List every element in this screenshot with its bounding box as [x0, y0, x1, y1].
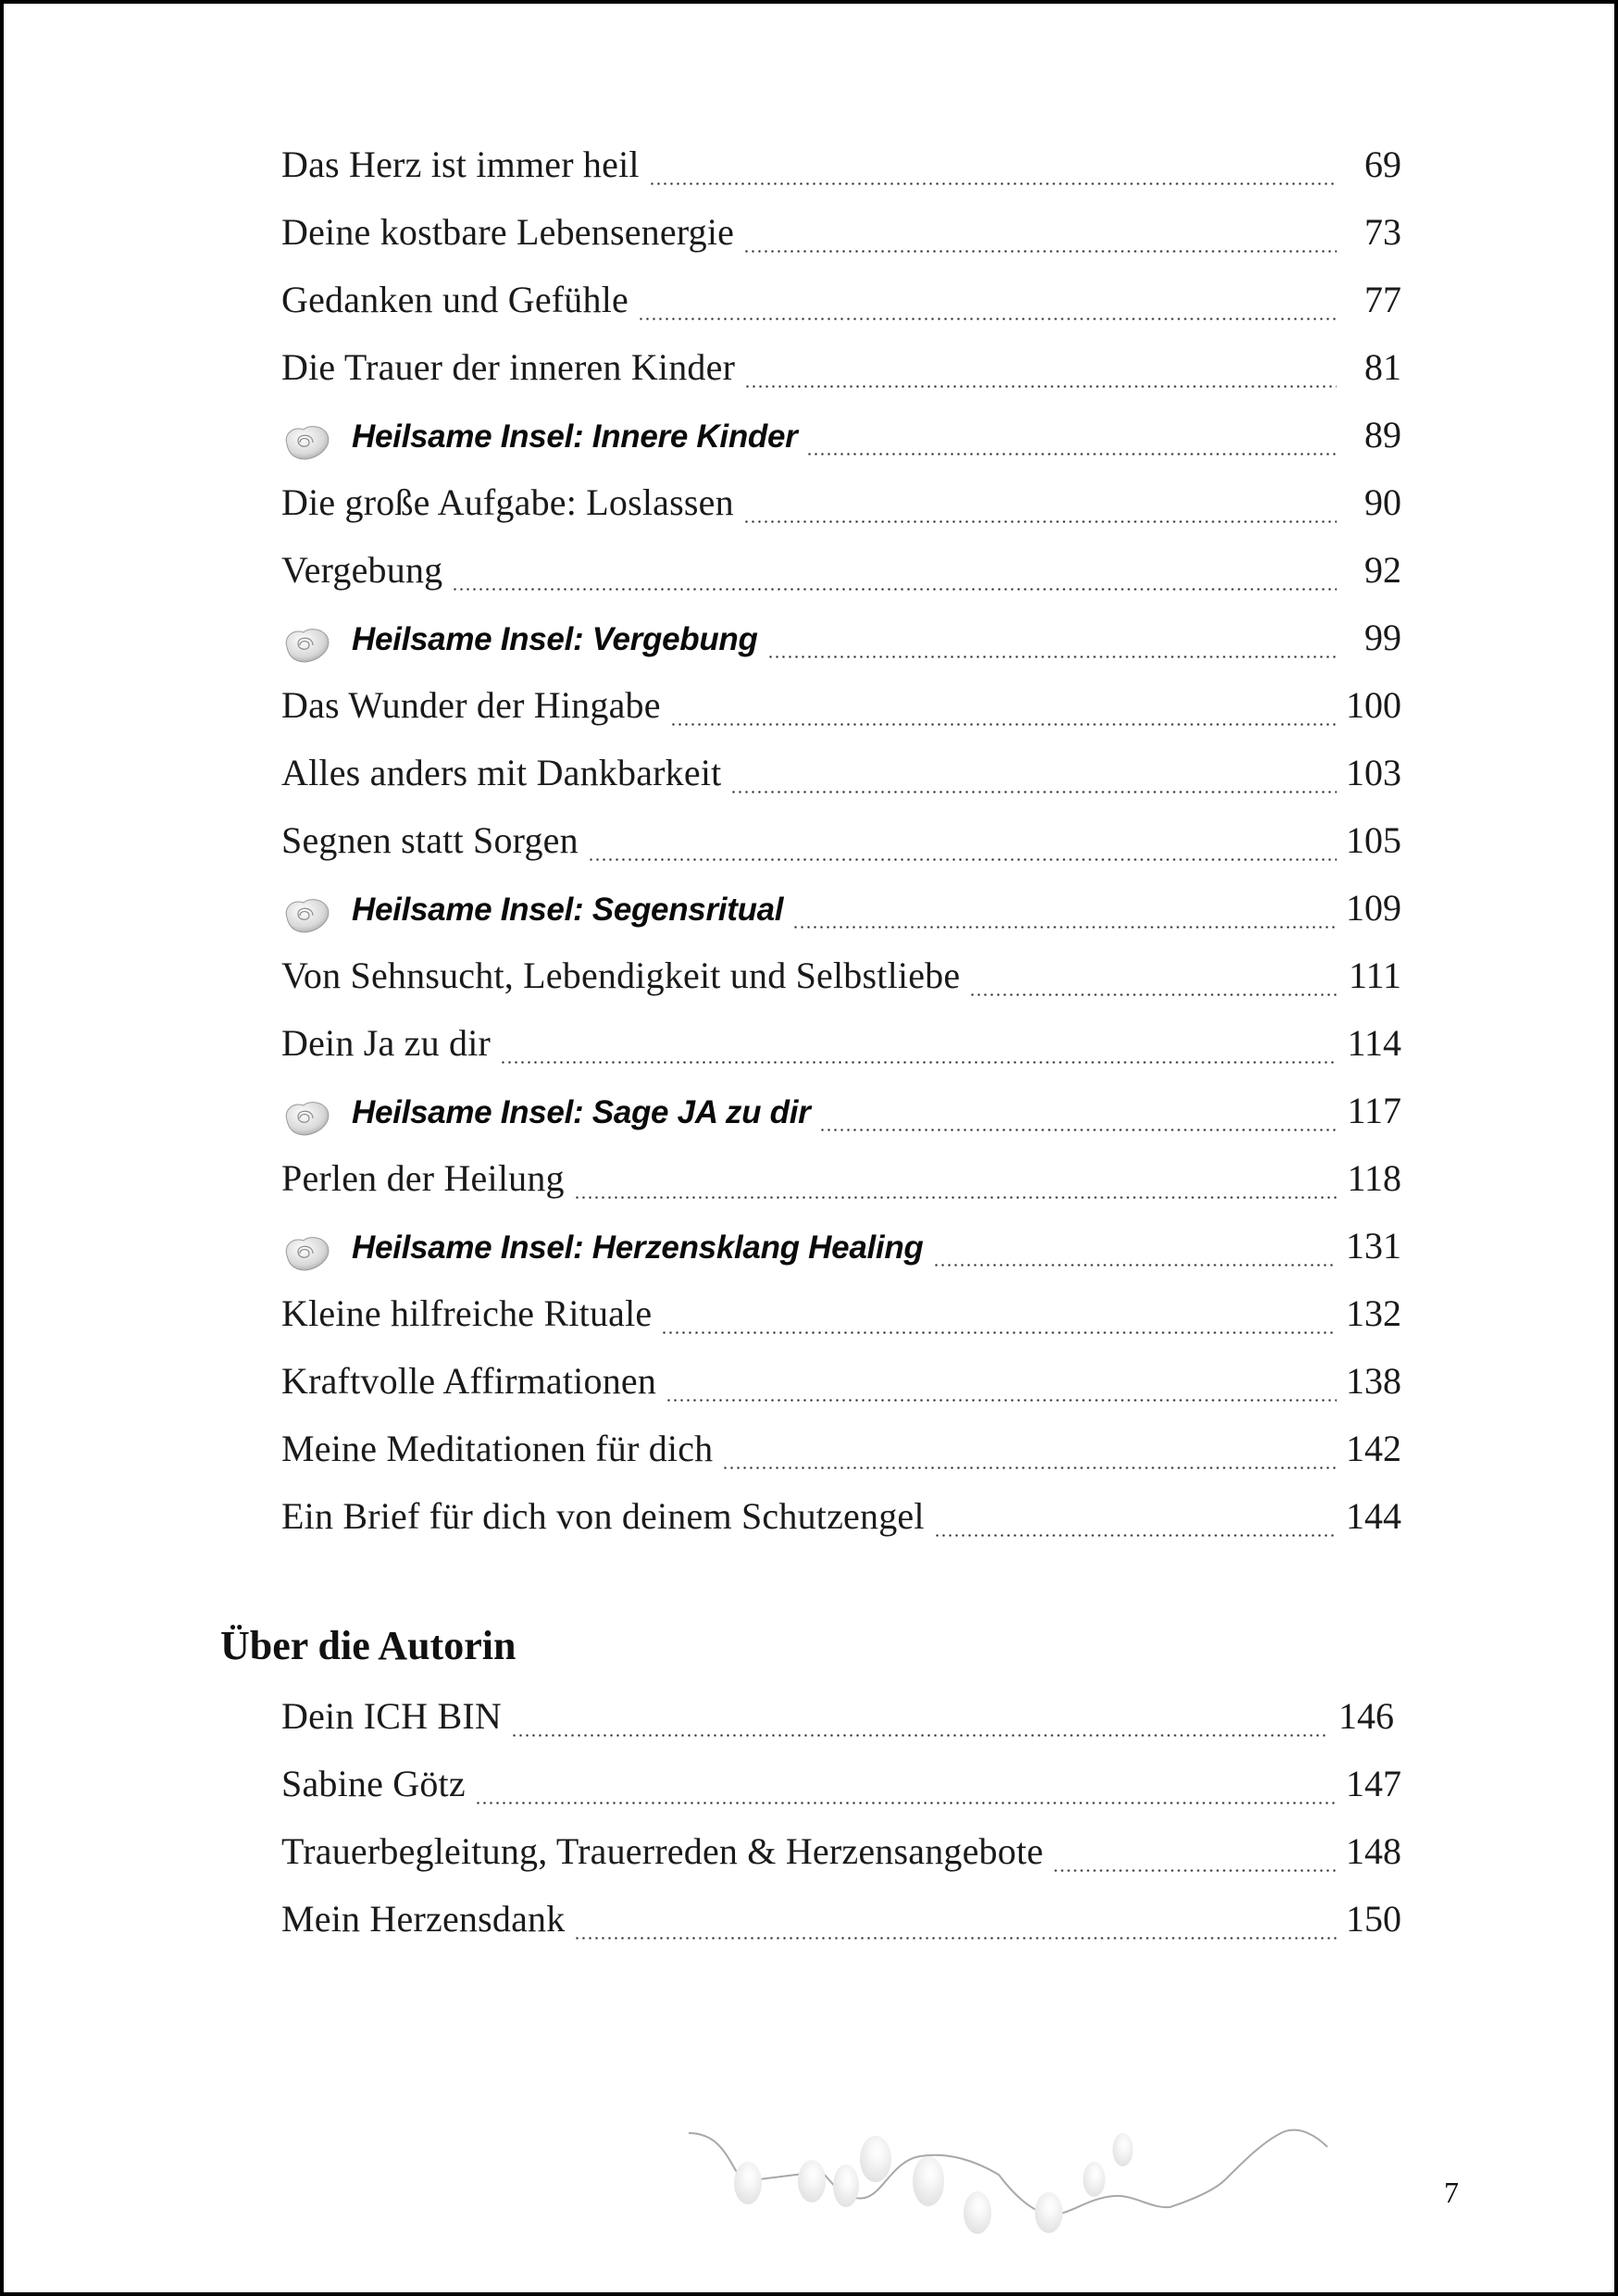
dot-leader [670, 723, 1337, 726]
toc-entry-page: 118 [1347, 1157, 1401, 1199]
toc-entry-title: Perlen der Heilung [281, 1157, 565, 1199]
toc-entry-page: 89 [1364, 414, 1401, 455]
toc-entry[interactable] [281, 1021, 1401, 1077]
dot-leader [819, 1129, 1337, 1131]
toc-entry-title: Heilsame Insel: Segensritual [352, 892, 784, 928]
toc-entry-page: 131 [1346, 1225, 1401, 1267]
toc-entry-page: 73 [1364, 211, 1401, 253]
toc-entry[interactable] [281, 818, 1401, 874]
toc-entry-title: Das Wunder der Hingabe [281, 684, 661, 726]
toc-entry-title: Deine kostbare Lebensenergie [281, 211, 735, 253]
toc-entry-island[interactable] [281, 1224, 1401, 1279]
toc-entry-page: 147 [1346, 1763, 1401, 1804]
toc-entry-page: 132 [1346, 1292, 1401, 1334]
toc-entry-island[interactable] [281, 616, 1401, 671]
dot-leader [806, 453, 1337, 455]
toc-entry[interactable] [281, 1762, 1401, 1817]
dot-leader [743, 520, 1337, 523]
shell-icon [281, 1100, 333, 1137]
toc-entry-title: Meine Meditationen für dich [281, 1428, 714, 1469]
toc-entry-title: Heilsame Insel: Herzensklang Healing [352, 1229, 924, 1266]
toc-entry-title: Dein ICH BIN [281, 1695, 502, 1737]
toc-entry[interactable] [281, 954, 1401, 1009]
toc-entry[interactable] [281, 1829, 1401, 1885]
dot-leader [661, 1331, 1337, 1334]
toc-entry-page: 146 [1338, 1695, 1394, 1737]
shell-icon [281, 424, 333, 461]
toc-entry-title: Kleine hilfreiche Rituale [281, 1292, 653, 1334]
dot-leader [744, 385, 1337, 388]
toc-entry-title: Vergebung [281, 549, 443, 591]
toc-entry-title: Gedanken und Gefühle [281, 279, 629, 320]
toc-entry-title: Sabine Götz [281, 1763, 466, 1804]
dot-leader [767, 655, 1337, 658]
toc-entry-title: Mein Herzensdank [281, 1898, 566, 1940]
dot-leader [475, 1802, 1337, 1804]
toc-entry[interactable] [281, 143, 1401, 198]
toc-entry[interactable] [281, 278, 1401, 333]
dot-leader [743, 250, 1337, 253]
pearl-string-decoration [679, 2105, 1475, 2235]
toc-entry-page: 117 [1347, 1090, 1401, 1131]
toc-entry[interactable] [281, 1897, 1401, 1953]
section-heading: Über die Autorin [220, 1623, 517, 1668]
toc-entry-title: Das Herz ist immer heil [281, 144, 640, 185]
toc-entry[interactable] [281, 751, 1401, 806]
toc-entry-title: Heilsame Insel: Vergebung [352, 621, 758, 657]
toc-entry[interactable] [281, 1359, 1401, 1415]
shell-icon [281, 627, 333, 664]
dot-leader [969, 993, 1337, 996]
dot-leader [511, 1734, 1329, 1737]
page-number: 7 [1444, 2176, 1459, 2209]
toc-entry[interactable] [281, 210, 1401, 266]
dot-leader [934, 1534, 1337, 1537]
toc-entry-title: Von Sehnsucht, Lebendigkeit und Selbstliebe [281, 955, 961, 996]
toc-entry-page: 92 [1364, 549, 1401, 591]
toc-entry-page: 144 [1346, 1495, 1401, 1537]
toc-entry-title: Segnen statt Sorgen [281, 819, 579, 861]
toc-entry-page: 148 [1346, 1830, 1401, 1872]
toc-entry[interactable] [281, 1694, 1401, 1750]
toc-entry-page: 150 [1346, 1898, 1401, 1940]
toc-entry[interactable] [281, 1292, 1401, 1347]
toc-entry[interactable] [281, 1427, 1401, 1482]
shell-icon [281, 897, 333, 934]
toc-entry-page: 109 [1346, 887, 1401, 929]
toc-entry-page: 77 [1364, 279, 1401, 320]
dot-leader [574, 1196, 1337, 1199]
toc-entry-island[interactable] [281, 413, 1401, 468]
toc-entry-island[interactable] [281, 886, 1401, 942]
toc-entry-title: Dein Ja zu dir [281, 1022, 492, 1064]
dot-leader [792, 926, 1337, 929]
toc-entry-page: 90 [1364, 481, 1401, 523]
toc-entry-title: Kraftvolle Affirmationen [281, 1360, 657, 1402]
toc-entry-page: 142 [1346, 1428, 1401, 1469]
dot-leader [649, 182, 1337, 185]
toc-entry[interactable] [281, 548, 1401, 604]
toc-entry-page: 99 [1364, 617, 1401, 658]
toc-entry-title: Trauerbegleitung, Trauerreden & Herzensangebote [281, 1830, 1044, 1872]
dot-leader [933, 1264, 1338, 1267]
toc-entry-page: 100 [1346, 684, 1401, 726]
toc-entry[interactable] [281, 1494, 1401, 1550]
toc-entry-page: 69 [1364, 144, 1401, 185]
dot-leader [638, 318, 1337, 320]
toc-entry-page: 138 [1346, 1360, 1401, 1402]
dot-leader [1052, 1869, 1337, 1872]
toc-entry-title: Alles anders mit Dankbarkeit [281, 752, 722, 793]
toc-entry-page: 114 [1347, 1022, 1401, 1064]
toc-entry-page: 103 [1346, 752, 1401, 793]
toc-entry[interactable] [281, 480, 1401, 536]
dot-leader [722, 1466, 1337, 1469]
toc-entry-island[interactable] [281, 1089, 1401, 1144]
dot-leader [452, 588, 1337, 591]
dot-leader [730, 791, 1337, 793]
toc-entry-page: 81 [1364, 346, 1401, 388]
dot-leader [574, 1937, 1337, 1940]
toc-entry-page: 111 [1348, 955, 1401, 996]
dot-leader [588, 858, 1337, 861]
toc-entry-title: Heilsame Insel: Sage JA zu dir [352, 1094, 811, 1130]
toc-entry-title: Die große Aufgabe: Loslassen [281, 481, 734, 523]
shell-icon [281, 1235, 333, 1272]
toc-entry-page: 105 [1346, 819, 1401, 861]
toc-entry-title: Ein Brief für dich von deinem Schutzengel [281, 1495, 925, 1537]
toc-entry-title: Die Trauer der inneren Kinder [281, 346, 736, 388]
toc-entry-title: Heilsame Insel: Innere Kinder [352, 418, 798, 455]
dot-leader [500, 1061, 1337, 1064]
dot-leader [666, 1399, 1337, 1402]
toc-entry[interactable] [281, 345, 1401, 401]
toc-entry[interactable] [281, 1156, 1401, 1212]
toc-entry[interactable] [281, 683, 1401, 739]
